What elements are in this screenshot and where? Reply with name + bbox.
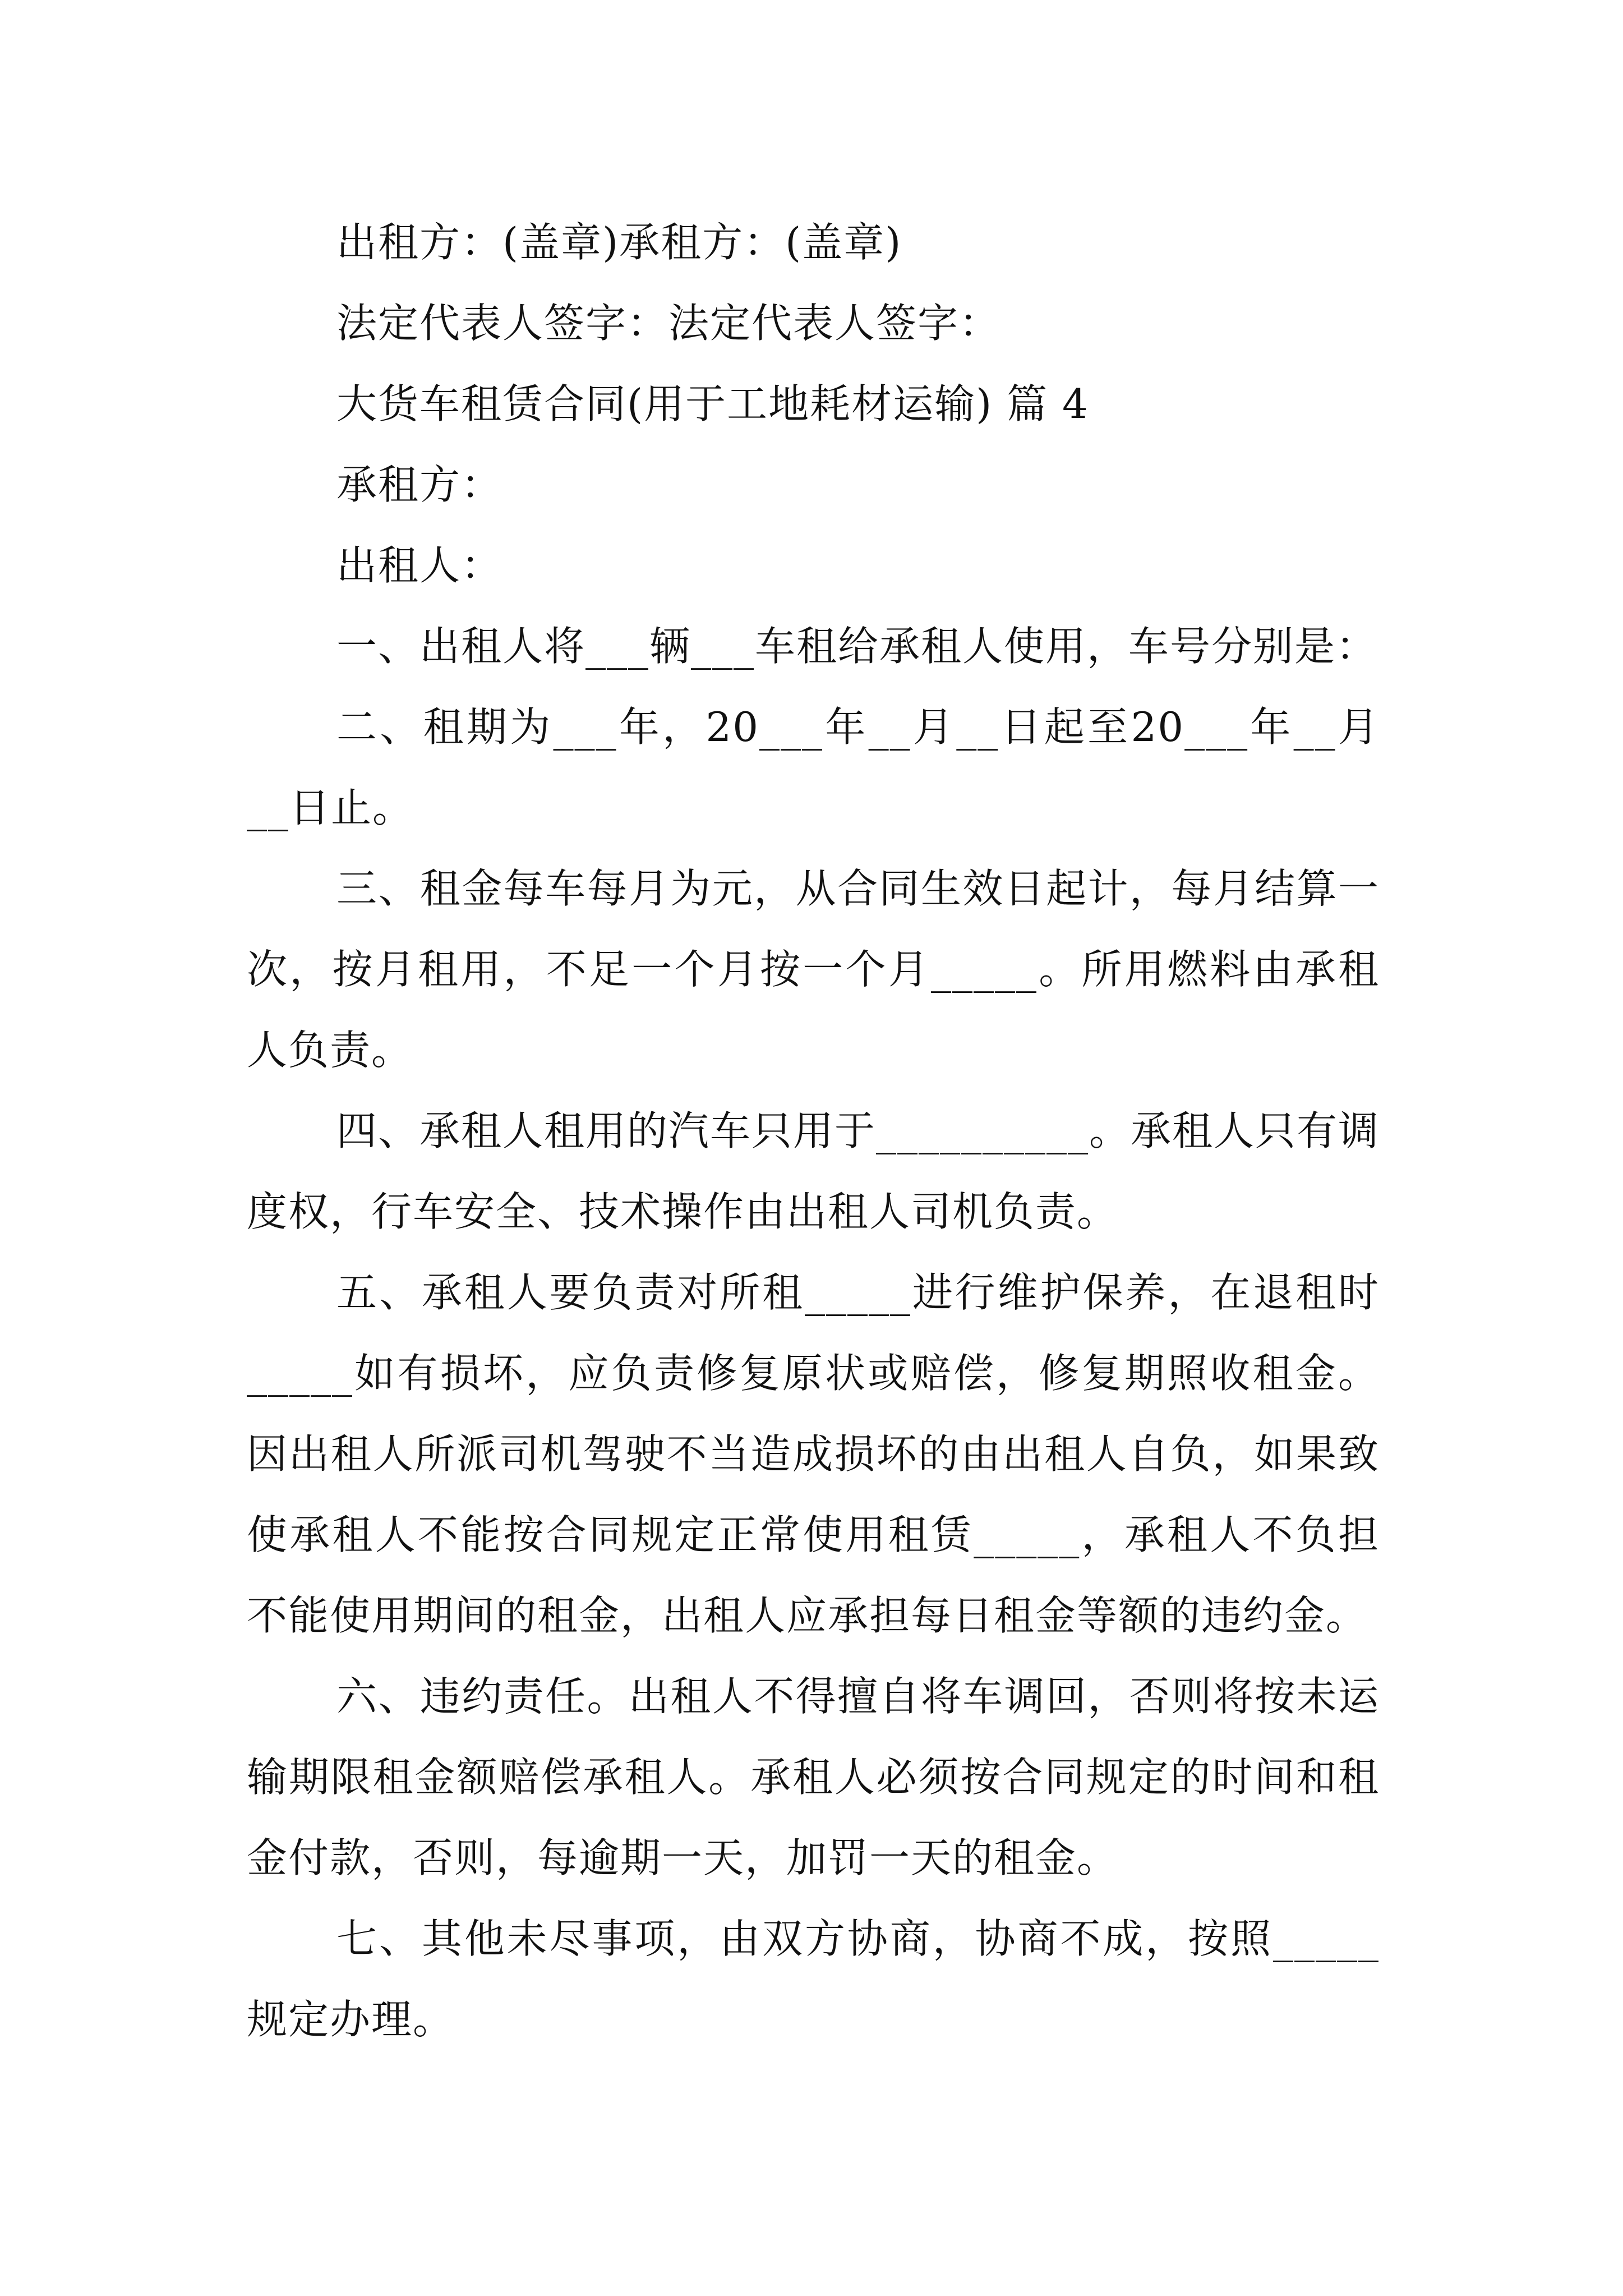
lessor-label: 出租人：	[336, 542, 503, 589]
signature-seal-line: 出租方：(盖章)承租方：(盖章)	[336, 219, 902, 266]
clause-4: 四、承租人租用的汽车只用于__________。承租人只有调度权，行车安全、技术操作由出租人司机负责。	[247, 1107, 1380, 1235]
clause-5: 五、承租人要负责对所租_____进行维护保养，在退租时_____如有损坏，应负责修复原状或赔偿，修复期照收租金。因出租人所派司机驾驶不当造成损坏的由出租人自负，如果致使承租人不能按合同规定正常使用租赁_____，承租人不负担不能使用期间的租金，出租人应承担每日租金等额的违约金。	[247, 1269, 1380, 1639]
clause-6: 六、违约责任。出租人不得擅自将车调回，否则将按未运输期限租金额赔偿承租人。承租人必须按合同规定的时间和租金付款，否则，每逾期一天，加罚一天的租金。	[247, 1673, 1380, 1881]
clause-2: 二、租期为___年，20___年__月__日起至20___年__月__日止。	[247, 703, 1380, 831]
contract-title: 大货车租赁合同(用于工地耗材运输) 篇 4	[336, 380, 1089, 427]
lessee-label: 承租方：	[336, 461, 503, 508]
clause-7: 七、其他未尽事项，由双方协商，协商不成，按照_____规定办理。	[247, 1915, 1380, 2043]
signature-representative-line: 法定代表人签字：法定代表人签字：	[336, 300, 1001, 347]
document-body	[247, 202, 1380, 2060]
clause-1: 一、出租人将___辆___车租给承租人使用，车号分别是：	[336, 623, 1378, 670]
clause-3: 三、租金每车每月为元，从合同生效日起计，每月结算一次，按月租用，不足一个月按一个月_____。所用燃料由承租人负责。	[247, 865, 1380, 1074]
